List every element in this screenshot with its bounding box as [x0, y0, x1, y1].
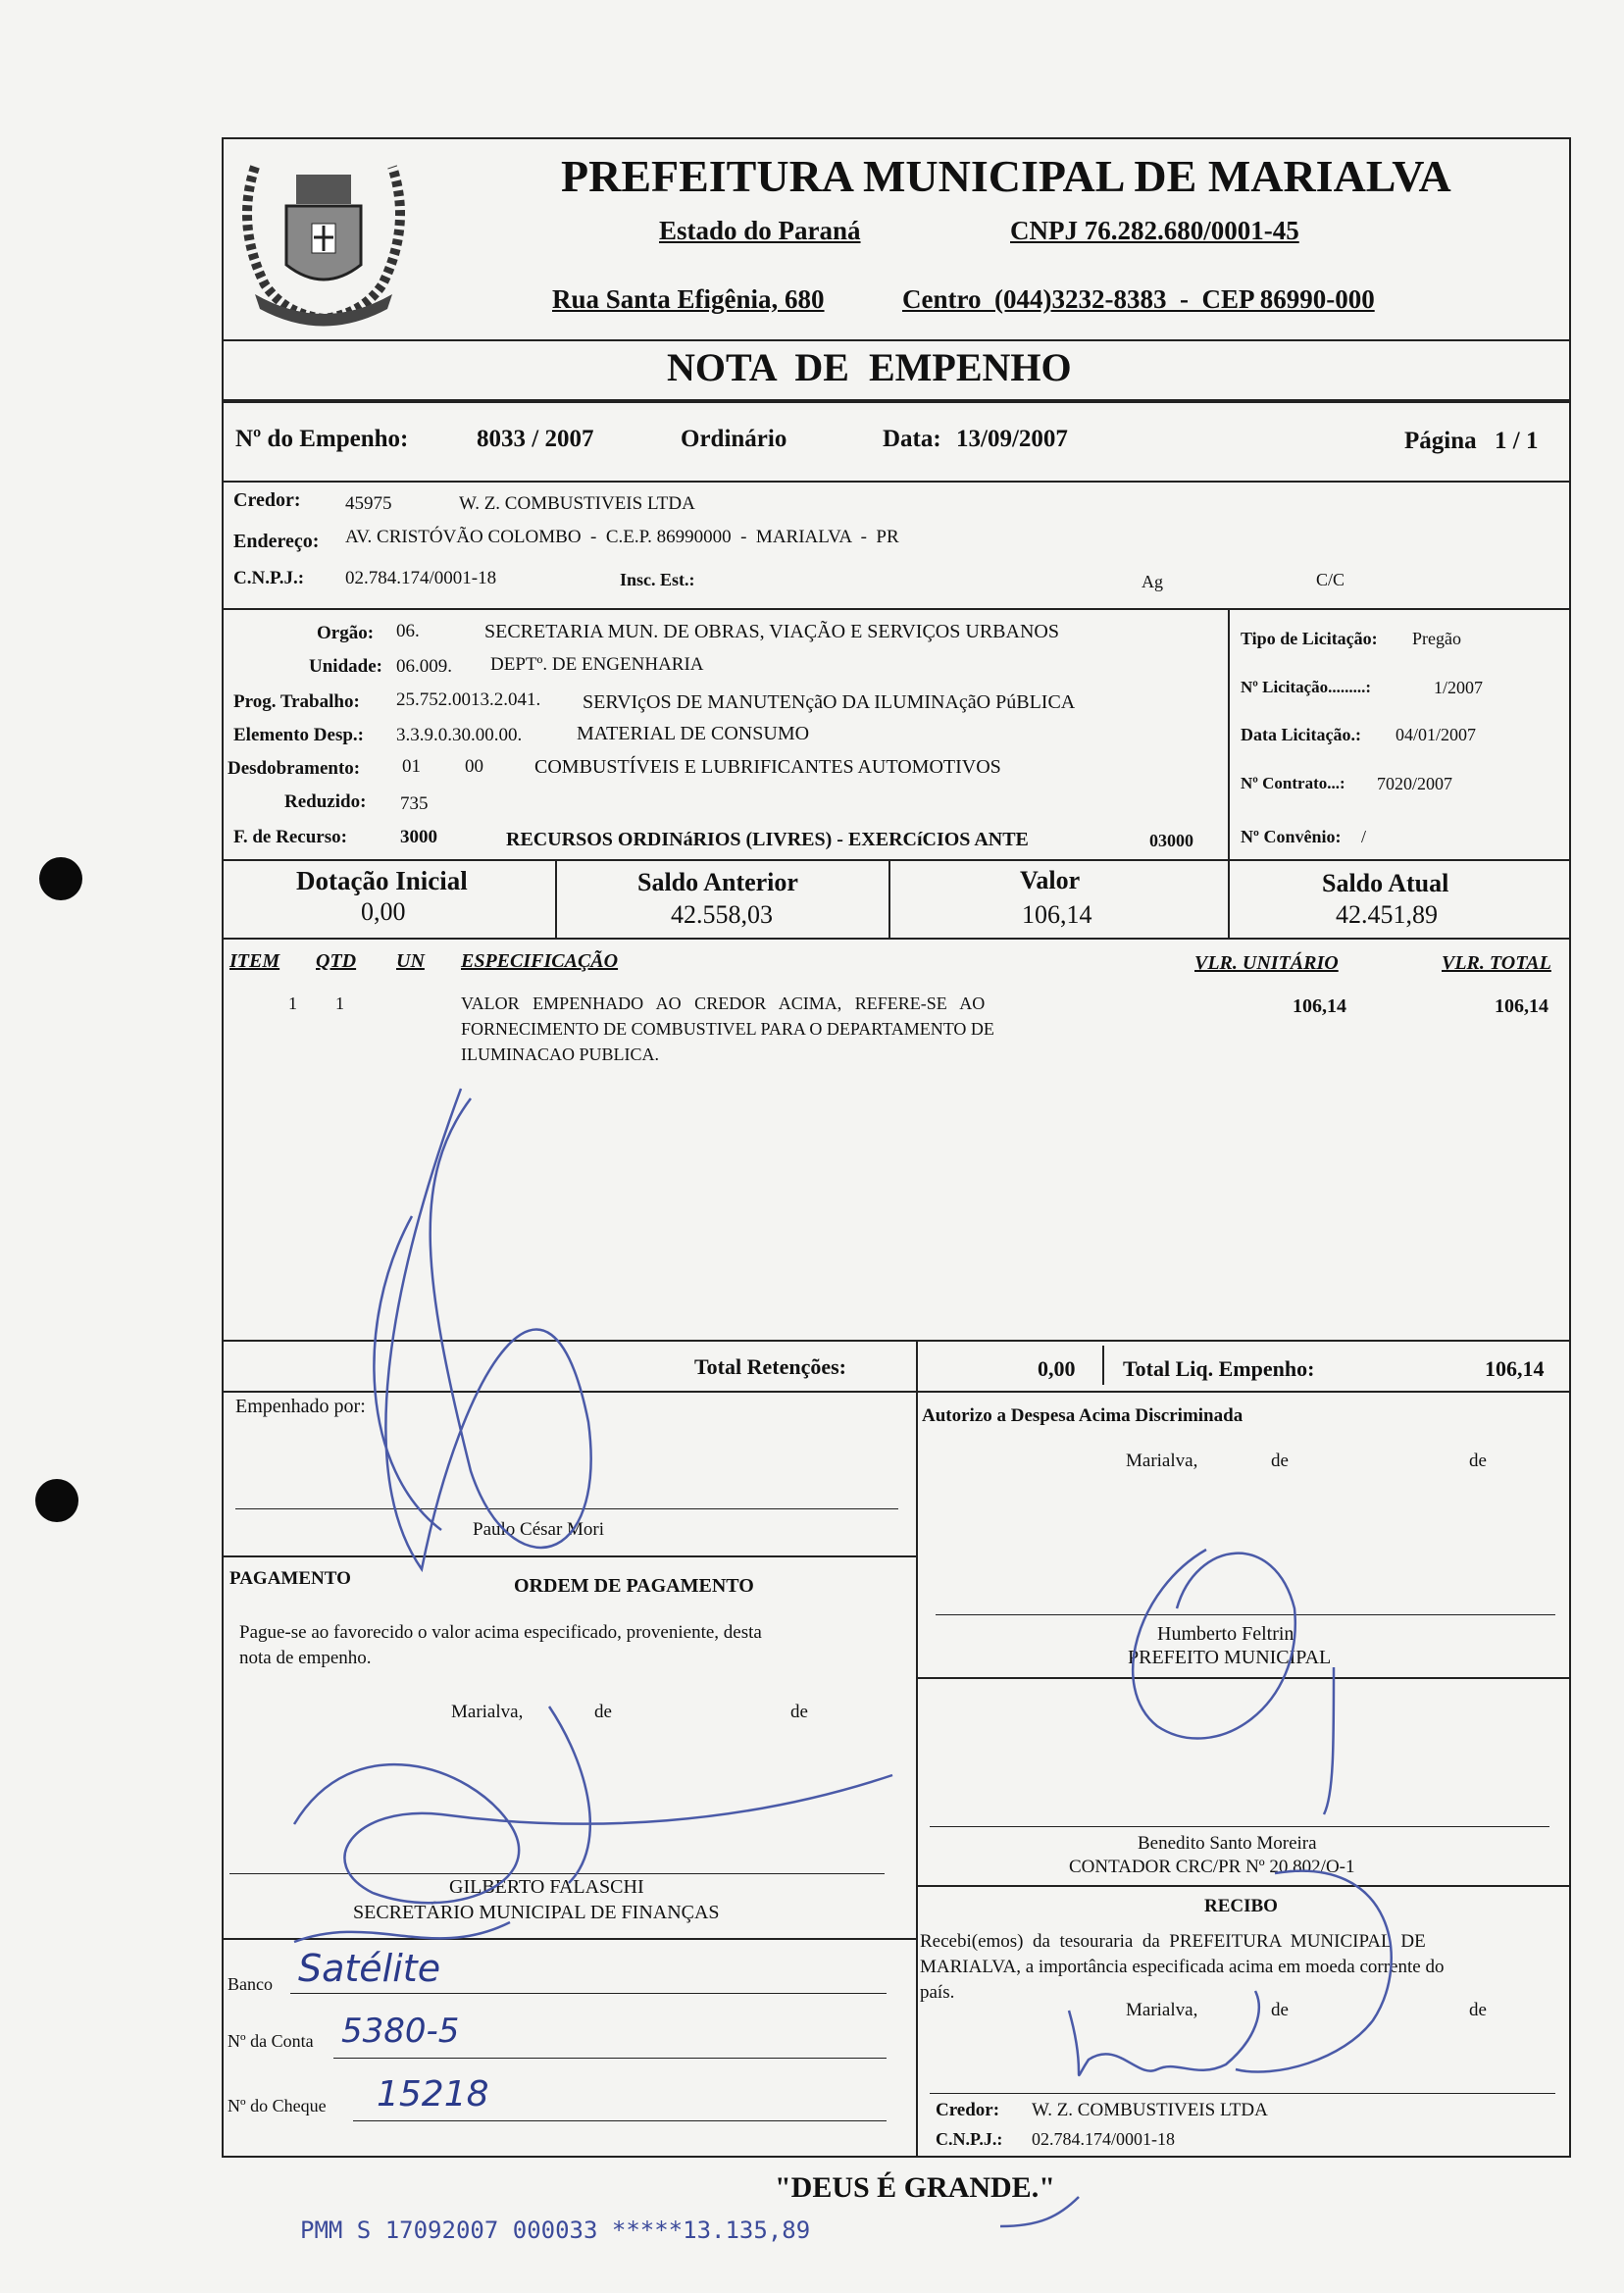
tipo-licitacao-label: Tipo de Licitação: [1241, 629, 1378, 648]
credor-label: Credor: [233, 489, 301, 511]
valor-label: Valor [1020, 866, 1081, 894]
valor-value: 106,14 [1022, 900, 1092, 929]
unidade-code: 06.009. [396, 656, 452, 677]
convenio-value: / [1361, 827, 1367, 846]
row-qtd: 1 [335, 994, 344, 1013]
page-label: Página [1404, 428, 1477, 454]
reduzido-label: Reduzido: [284, 791, 367, 812]
banco-label: Banco [228, 1974, 273, 1994]
col-qtd: QTD [316, 950, 357, 972]
pagamento-place: Marialva, [451, 1702, 524, 1722]
total-liq-label: Total Liq. Empenho: [1123, 1356, 1315, 1381]
elemento-label: Elemento Desp.: [233, 725, 364, 745]
contrato-label: Nº Contrato...: [1241, 774, 1345, 792]
orgao-code: 06. [396, 621, 420, 641]
licitacao-number-label: Nº Licitação.........: [1241, 678, 1372, 696]
credor-cnpj: 02.784.174/0001-18 [345, 568, 497, 588]
pagamento-text-line1: Pague-se ao favorecido o valor acima especificado, proveniente, desta [239, 1622, 762, 1643]
autorizo-de-2: de [1469, 1451, 1487, 1471]
banco-value: Satélite [298, 1947, 441, 1990]
orgao-label: Orgão: [317, 623, 375, 643]
orgao-desc: SECRETARIA MUN. DE OBRAS, VIAÇÃO E SERVIÇOS URBANOS [484, 621, 1059, 642]
row-unit-price: 106,14 [1293, 995, 1346, 1017]
contador-name: Benedito Santo Moreira [1138, 1833, 1317, 1854]
row-spec-line3: ILUMINACAO PUBLICA. [461, 1045, 659, 1064]
pagamento-label: PAGAMENTO [229, 1568, 351, 1589]
recurso-code: 3000 [400, 827, 437, 847]
dotacao-inicial-value: 0,00 [361, 897, 406, 926]
credor-code: 45975 [345, 493, 392, 514]
state-name: Estado do Paraná [659, 216, 861, 245]
col-un: UN [396, 950, 425, 972]
recibo-cnpj-label: C.N.P.J.: [936, 2129, 1003, 2149]
prog-trabalho-desc: SERVIçOS DE MANUTENçãO DA ILUMINAçãO PúBLICA [583, 691, 1076, 713]
empenhado-por-label: Empenhado por: [235, 1396, 366, 1417]
conta-value: 5380-5 [341, 2012, 460, 2051]
total-liq-value: 106,14 [1485, 1356, 1545, 1381]
saldo-anterior-label: Saldo Anterior [637, 868, 798, 896]
recibo-credor-value: W. Z. COMBUSTIVEIS LTDA [1032, 2100, 1268, 2120]
ordem-pagamento-label: ORDEM DE PAGAMENTO [514, 1575, 754, 1597]
row-total-price: 106,14 [1495, 995, 1548, 1017]
desdobramento-desc: COMBUSTÍVEIS E LUBRIFICANTES AUTOMOTIVOS [534, 756, 1001, 778]
elemento-code: 3.3.9.0.30.00.00. [396, 725, 523, 745]
document-title: NOTA DE EMPENHO [667, 345, 1072, 389]
bank-stamp: PMM S 17092007 000033 *****13.135,89 [300, 2217, 811, 2244]
recurso-label: F. de Recurso: [233, 827, 347, 847]
elemento-desc: MATERIAL DE CONSUMO [577, 723, 810, 744]
dotacao-inicial-label: Dotação Inicial [296, 866, 468, 895]
secretario-name: GILBERTO FALASCHI [449, 1876, 644, 1898]
ag-label: Ag [1142, 572, 1163, 591]
recibo-cnpj-value: 02.784.174/0001-18 [1032, 2129, 1175, 2149]
recibo-text-line1: Recebi(emos) da tesouraria da PREFEITURA MUNICIPAL DE [920, 1931, 1426, 1952]
pagamento-text-line2: nota de empenho. [239, 1648, 372, 1668]
recibo-de-1: de [1271, 2000, 1289, 2020]
prog-trabalho-label: Prog. Trabalho: [233, 691, 360, 712]
prefeito-title: PREFEITO MUNICIPAL [1128, 1647, 1332, 1668]
recurso-desc: RECURSOS ORDINáRIOS (LIVRES) - EXERCíCIOS ANTE [506, 829, 1029, 850]
empenhado-por-name: Paulo César Mori [473, 1519, 605, 1540]
recibo-text-line2: MARIALVA, a importância especificada acima em moeda corrente do [920, 1957, 1445, 1977]
col-vlr-total: VLR. TOTAL [1442, 952, 1551, 974]
empenho-date-label: Data: [883, 426, 941, 452]
insc-est-label: Insc. Est.: [620, 570, 695, 589]
footer-motto: "DEUS É GRANDE." [775, 2171, 1055, 2204]
address-label: Endereço: [233, 531, 320, 552]
punch-hole-bottom [35, 1479, 78, 1522]
desdobramento-b: 00 [465, 756, 483, 777]
secretario-title: SECRETÁRIO MUNICIPAL DE FINANÇAS [353, 1902, 720, 1923]
prefeito-name: Humberto Feltrin [1157, 1623, 1294, 1645]
data-licitacao-label: Data Licitação.: [1241, 725, 1361, 744]
credor-address: AV. CRISTÓVÃO COLOMBO - C.E.P. 86990000 - MARIALVA - PR [345, 527, 899, 547]
recibo-title: RECIBO [1204, 1896, 1278, 1916]
pagamento-de-1: de [594, 1702, 612, 1722]
empenho-number: 8033 / 2007 [477, 426, 594, 452]
saldo-atual-value: 42.451,89 [1336, 900, 1438, 929]
col-vlr-unitario: VLR. UNITÁRIO [1194, 952, 1339, 974]
contrato-value: 7020/2007 [1377, 774, 1453, 793]
tipo-licitacao-value: Pregão [1412, 629, 1461, 648]
autorizo-label: Autorizo a Despesa Acima Discriminada [922, 1405, 1243, 1426]
conta-label: Nº da Conta [228, 2031, 314, 2051]
recibo-credor-label: Credor: [936, 2100, 1000, 2120]
header-street: Rua Santa Efigênia, 680 [552, 284, 825, 314]
city-crest-logo [226, 147, 422, 333]
cheque-value: 15218 [377, 2074, 489, 2115]
cnpj-label: C.N.P.J.: [233, 568, 305, 588]
reduzido-value: 735 [400, 793, 429, 814]
recibo-de-2: de [1469, 2000, 1487, 2020]
unidade-label: Unidade: [309, 656, 382, 677]
municipality-title: PREFEITURA MUNICIPAL DE MARIALVA [561, 151, 1451, 201]
empenho-number-label: Nº do Empenho: [235, 426, 409, 452]
recibo-place: Marialva, [1126, 2000, 1198, 2020]
prog-trabalho-code: 25.752.0013.2.041. [396, 689, 541, 710]
empenho-type: Ordinário [681, 426, 787, 452]
page-number: 1 / 1 [1495, 428, 1539, 454]
cc-label: C/C [1316, 570, 1345, 589]
col-item: ITEM [229, 950, 280, 972]
punch-hole-top [39, 857, 82, 900]
saldo-anterior-value: 42.558,03 [671, 900, 773, 929]
pagamento-de-2: de [790, 1702, 808, 1722]
row-item: 1 [288, 994, 297, 1013]
saldo-atual-label: Saldo Atual [1322, 869, 1449, 897]
row-spec-line2: FORNECIMENTO DE COMBUSTIVEL PARA O DEPARTAMENTO DE [461, 1019, 994, 1039]
autorizo-place: Marialva, [1126, 1451, 1198, 1471]
cheque-label: Nº do Cheque [228, 2096, 327, 2115]
empenho-date: 13/09/2007 [956, 426, 1068, 452]
licitacao-number-value: 1/2007 [1434, 678, 1484, 697]
contador-title: CONTADOR CRC/PR Nº 20.802/O-1 [1069, 1857, 1355, 1877]
col-especificacao: ESPECIFICAÇÃO [461, 950, 619, 972]
header-address: Centro (044)3232-8383 - CEP 86990-000 [902, 284, 1375, 314]
autorizo-de-1: de [1271, 1451, 1289, 1471]
convenio-label: Nº Convênio: [1241, 827, 1342, 846]
desdobramento-label: Desdobramento: [228, 758, 361, 779]
recurso-number: 03000 [1149, 831, 1193, 850]
desdobramento-a: 01 [402, 756, 421, 777]
header-cnpj: CNPJ 76.282.680/0001-45 [1010, 216, 1299, 245]
credor-name: W. Z. COMBUSTIVEIS LTDA [459, 493, 695, 514]
row-spec-line1: VALOR EMPENHADO AO CREDOR ACIMA, REFERE-SE AO [461, 994, 986, 1013]
data-licitacao-value: 04/01/2007 [1396, 725, 1477, 744]
total-retencoes-value: 0,00 [1038, 1356, 1076, 1381]
unidade-desc: DEPTº. DE ENGENHARIA [490, 654, 704, 675]
total-retencoes-label: Total Retenções: [694, 1354, 846, 1379]
recibo-text-line3: país. [920, 1982, 955, 2003]
